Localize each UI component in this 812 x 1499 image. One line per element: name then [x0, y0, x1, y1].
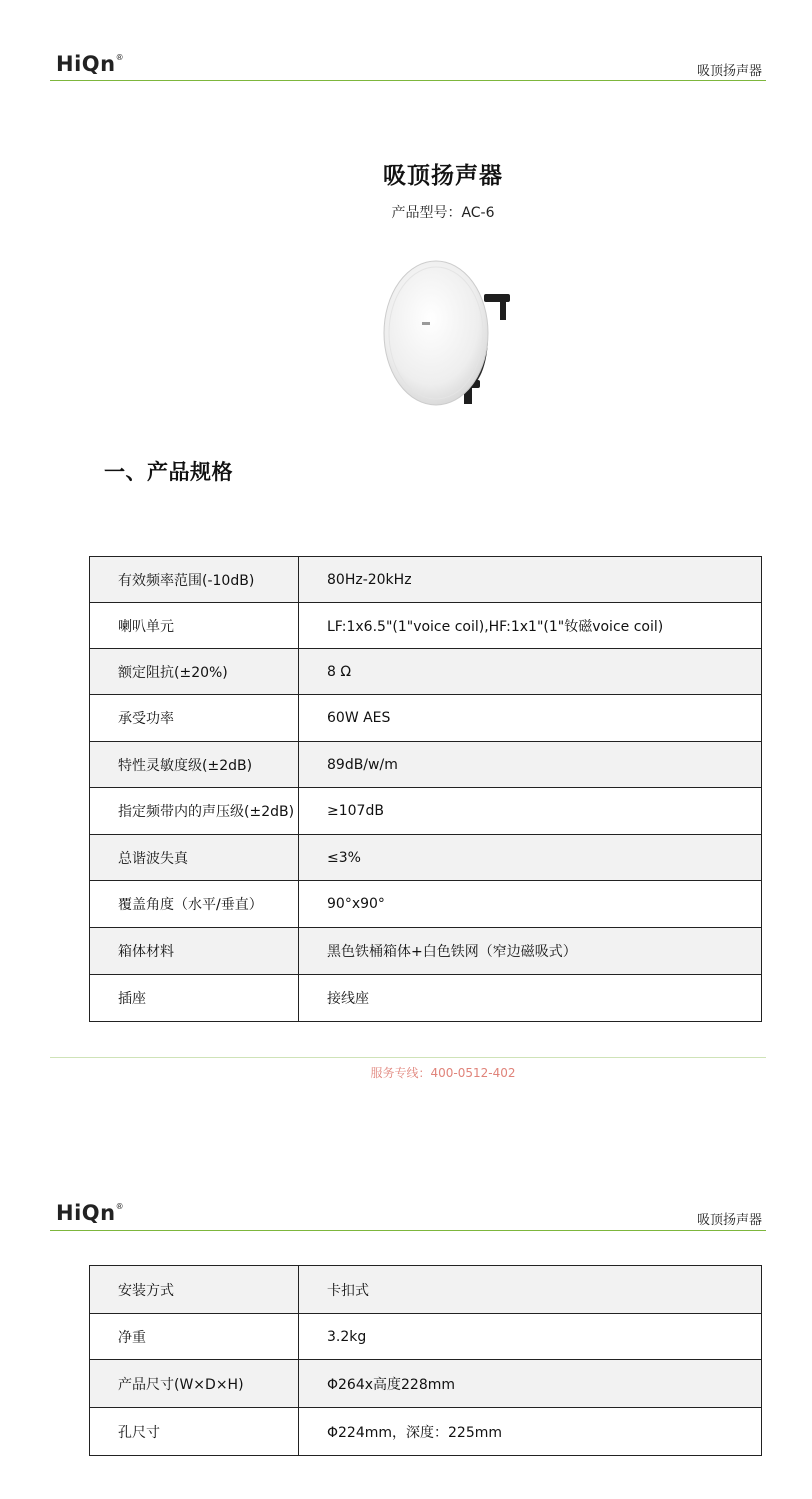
- spec-value: 3.2kg: [299, 1314, 762, 1360]
- logo-text: HiQn: [56, 1201, 116, 1225]
- spec-label: 总谐波失真: [90, 835, 299, 881]
- registered-mark: ®: [115, 53, 125, 62]
- header-divider: [50, 1230, 766, 1231]
- product-title: 吸顶扬声器: [383, 163, 503, 189]
- brand-logo: [56, 1201, 124, 1225]
- table-row: [90, 1360, 762, 1408]
- spec-label: 覆盖角度（水平/垂直）: [90, 881, 299, 928]
- table-row: [90, 557, 762, 603]
- spec-label: 有效频率范围(-10dB): [90, 557, 299, 603]
- spec-label: 喇叭单元: [90, 603, 299, 649]
- table-row: [90, 649, 762, 695]
- header-doc-title: 吸顶扬声器: [696, 64, 762, 79]
- table-row: [90, 881, 762, 928]
- page-header: [50, 52, 766, 82]
- spec-value: 接线座: [299, 975, 762, 1022]
- spec-value: 80Hz-20kHz: [299, 557, 762, 603]
- spec-label: 插座: [90, 975, 299, 1022]
- spec-value: 黑色铁桶箱体+白色铁网（窄边磁吸式）: [299, 928, 762, 975]
- table-row: [90, 1314, 762, 1360]
- product-model: 产品型号：AC-6: [391, 205, 495, 221]
- page2-header: [50, 1201, 766, 1233]
- table-row: [90, 1408, 762, 1456]
- table-row: [90, 603, 762, 649]
- table-row: [90, 742, 762, 788]
- ceiling-speaker-image: [378, 258, 518, 410]
- header-divider: [50, 80, 766, 81]
- spec-table: [89, 556, 762, 1022]
- table-row: [90, 695, 762, 742]
- spec-label: 承受功率: [90, 695, 299, 742]
- service-hotline: 服务专线：400-0512-402: [370, 1066, 516, 1080]
- header-doc-title: 吸顶扬声器: [696, 1213, 762, 1228]
- spec-table-continued: [89, 1265, 762, 1456]
- spec-value: Φ264x高度228mm: [299, 1360, 762, 1408]
- spec-label: 箱体材料: [90, 928, 299, 975]
- section-heading: 一、产品规格: [104, 460, 233, 484]
- table-row: [90, 1266, 762, 1314]
- spec-value: 89dB/w/m: [299, 742, 762, 788]
- spec-value: 8 Ω: [299, 649, 762, 695]
- table-row: [90, 835, 762, 881]
- spec-value: 60W AES: [299, 695, 762, 742]
- logo-text: HiQn: [56, 52, 116, 76]
- table-row: [90, 928, 762, 975]
- spec-label: 净重: [90, 1314, 299, 1360]
- spec-value: Φ224mm，深度：225mm: [299, 1408, 762, 1456]
- table-row: [90, 975, 762, 1022]
- spec-label: 额定阻抗(±20%): [90, 649, 299, 695]
- table-row: [90, 788, 762, 835]
- spec-label: 产品尺寸(W×D×H): [90, 1360, 299, 1408]
- spec-label: 安装方式: [90, 1266, 299, 1314]
- spec-value: 卡扣式: [299, 1266, 762, 1314]
- registered-mark: ®: [115, 1202, 125, 1211]
- spec-value: 90°x90°: [299, 881, 762, 928]
- spec-label: 特性灵敏度级(±2dB): [90, 742, 299, 788]
- spec-value: ≤3%: [299, 835, 762, 881]
- brand-logo: [56, 52, 124, 76]
- spec-label: 指定频带内的声压级(±2dB): [90, 788, 299, 835]
- footer-divider: [50, 1057, 766, 1058]
- spec-value: ≥107dB: [299, 788, 762, 835]
- spec-label: 孔尺寸: [90, 1408, 299, 1456]
- spec-value: LF:1x6.5"(1"voice coil),HF:1x1"(1"钕磁voice coil): [299, 603, 762, 649]
